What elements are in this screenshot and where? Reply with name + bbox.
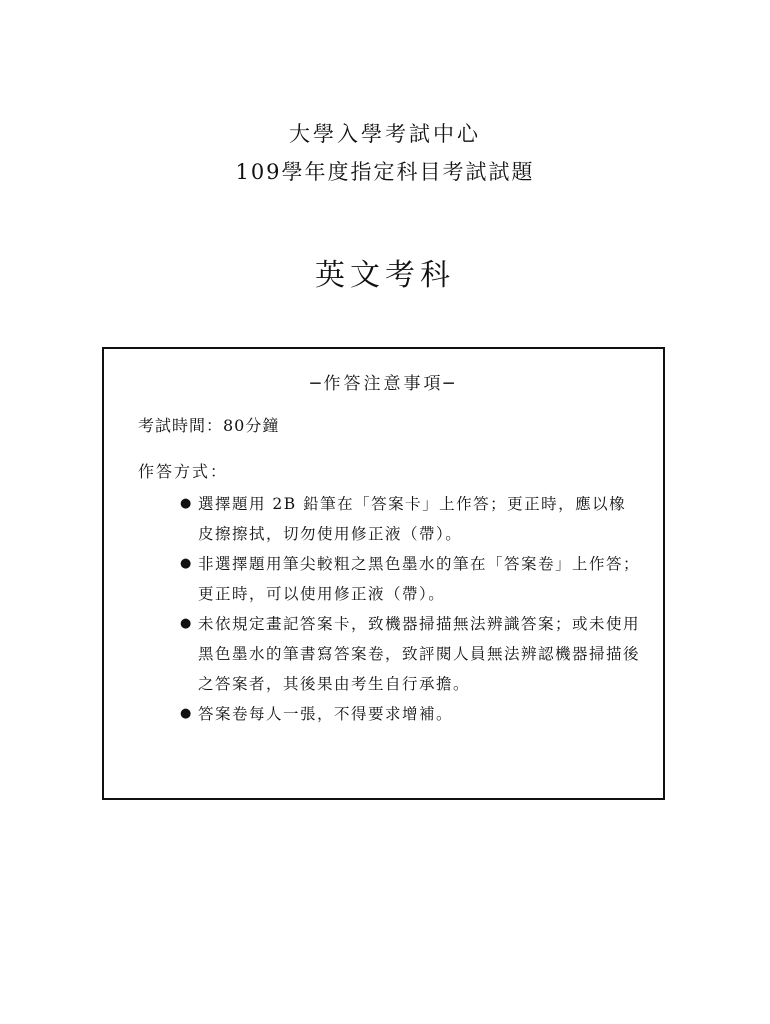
rules-list (180, 489, 640, 729)
rule-text: 未依規定畫記答案卡，致機器掃描無法辨識答案；或未使用黑色墨水的筆書寫答案卷，致評閱人員無法辨認機器掃描後之答案者，其後果由考生自行承擔。 (198, 615, 641, 693)
bullet-icon: ● (180, 616, 193, 631)
rule-item (180, 489, 640, 549)
instructions-title: ─作答注意事項─ (310, 374, 457, 394)
rule-item (180, 699, 640, 729)
exam-title: 109學年度指定科目考試試題 (235, 160, 535, 184)
rule-text: 答案卷每人一張，不得要求增補。 (198, 705, 454, 723)
rule-item (180, 549, 640, 609)
exam-time: 考試時間：80分鐘 (138, 416, 280, 435)
exam-center-name: 大學入學考試中心 (289, 122, 481, 146)
bullet-icon: ● (180, 556, 193, 571)
rule-item (180, 609, 640, 699)
subject-title: 英文考科 (315, 258, 455, 293)
instructions-box (102, 347, 665, 800)
bullet-icon: ● (180, 496, 193, 511)
bullet-icon: ● (180, 706, 193, 721)
rule-text: 選擇題用 2B 鉛筆在「答案卡」上作答；更正時，應以橡皮擦擦拭，切勿使用修正液（帶）。 (198, 495, 627, 543)
answer-method-label: 作答方式： (138, 462, 229, 481)
rule-text: 非選擇題用筆尖較粗之黑色墨水的筆在「答案卷」上作答；更正時，可以使用修正液（帶）。 (198, 555, 641, 603)
